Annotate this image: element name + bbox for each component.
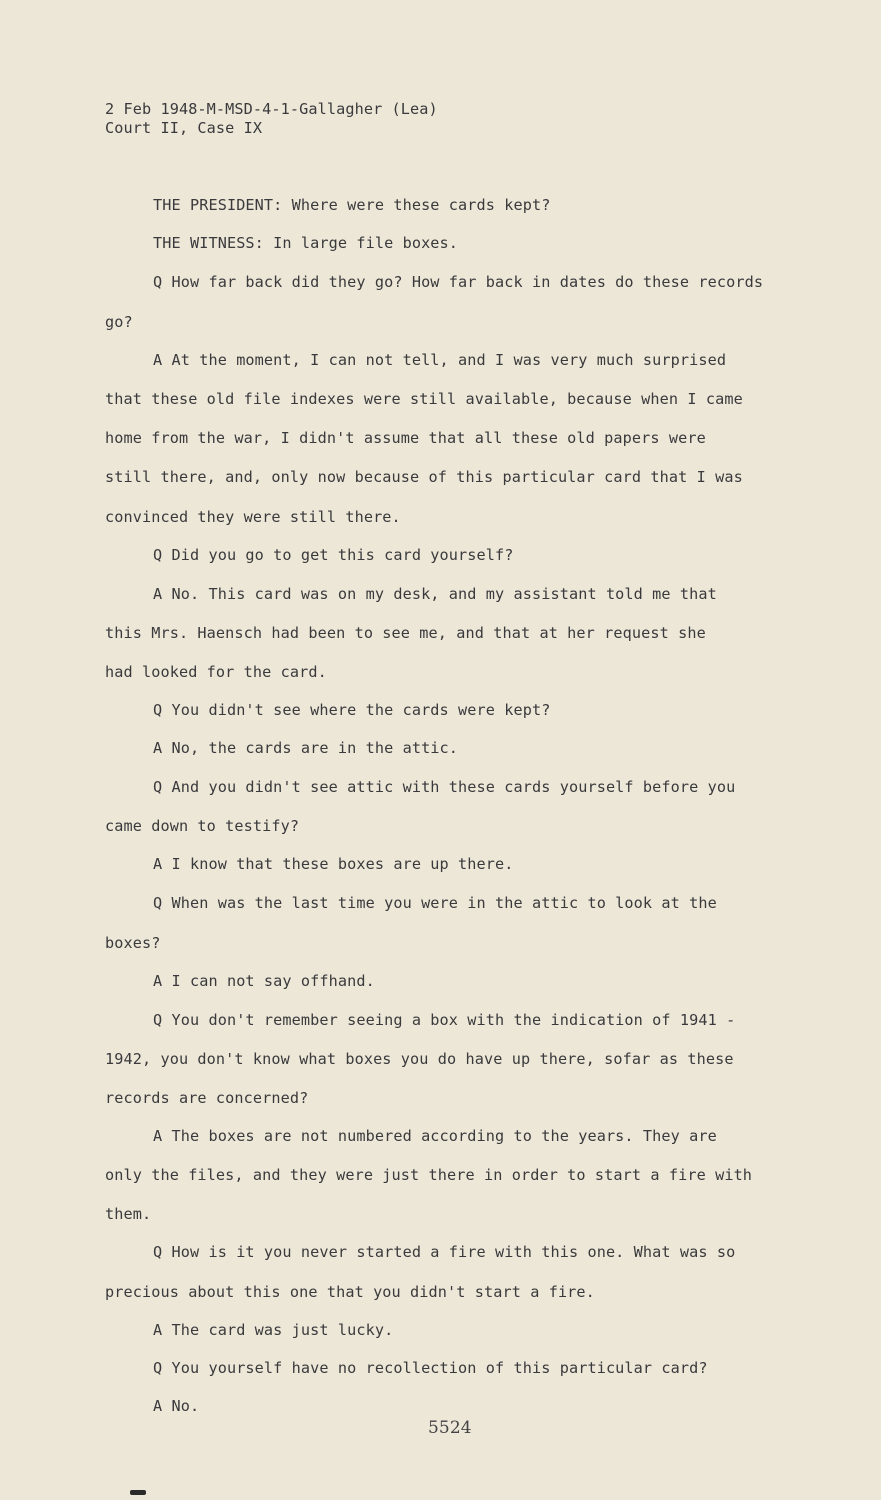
header-line-court: Court II, Case IX (105, 119, 263, 137)
transcript-line: precious about this one that you didn't start a fire. (105, 1283, 595, 1301)
transcript-line: still there, and, only now because of this particular card that I was (105, 468, 743, 486)
transcript-line: 1942, you don't know what boxes you do have up there, sofar as these (105, 1050, 734, 1068)
transcript-line: A The card was just lucky. (153, 1321, 394, 1339)
transcript-line: Q Did you go to get this card yourself? (153, 546, 514, 564)
transcript-line: only the files, and they were just there in order to start a fire with (105, 1166, 753, 1184)
transcript-line: Q You don't remember seeing a box with the indication of 1941 - (153, 1011, 736, 1029)
transcript-line: convinced they were still there. (105, 508, 401, 526)
transcript-line: THE PRESIDENT: Where were these cards kept? (153, 196, 551, 214)
transcript-line: A No, the cards are in the attic. (153, 739, 459, 757)
transcript-line: this Mrs. Haensch had been to see me, and that at her request she (105, 624, 706, 642)
transcript-line: Q You yourself have no recollection of this particular card? (153, 1359, 708, 1377)
transcript-line: home from the war, I didn't assume that all these old papers were (105, 429, 706, 447)
transcript-line: A No. (153, 1397, 200, 1415)
transcript-line: THE WITNESS: In large file boxes. (153, 234, 459, 252)
transcript-line: boxes? (105, 934, 161, 952)
transcript-line: A The boxes are not numbered according to the years. They are (153, 1127, 717, 1145)
header-line-date: 2 Feb 1948-M-MSD-4-1-Gallagher (Lea) (105, 100, 438, 118)
transcript-line: that these old file indexes were still available, because when I came (105, 390, 743, 408)
transcript-line: records are concerned? (105, 1089, 309, 1107)
transcript-line: them. (105, 1205, 152, 1223)
transcript-line: came down to testify? (105, 817, 300, 835)
transcript-line: Q How far back did they go? How far back in dates do these records (153, 273, 764, 291)
transcript-line: Q And you didn't see attic with these cards yourself before you (153, 778, 736, 796)
transcript-line: A I can not say offhand. (153, 972, 375, 990)
transcript-line: A At the moment, I can not tell, and I was very much surprised (153, 351, 727, 369)
page-number: 5524 (428, 1418, 472, 1438)
scan-edge-mark (130, 1490, 146, 1495)
transcript-line: A No. This card was on my desk, and my assistant told me that (153, 585, 717, 603)
transcript-line: A I know that these boxes are up there. (153, 855, 514, 873)
transcript-line: had looked for the card. (105, 663, 327, 681)
transcript-line: Q How is it you never started a fire with this one. What was so (153, 1243, 736, 1261)
transcript-line: Q You didn't see where the cards were kept? (153, 701, 551, 719)
transcript-line: go? (105, 313, 133, 331)
transcript-line: Q When was the last time you were in the attic to look at the (153, 894, 717, 912)
